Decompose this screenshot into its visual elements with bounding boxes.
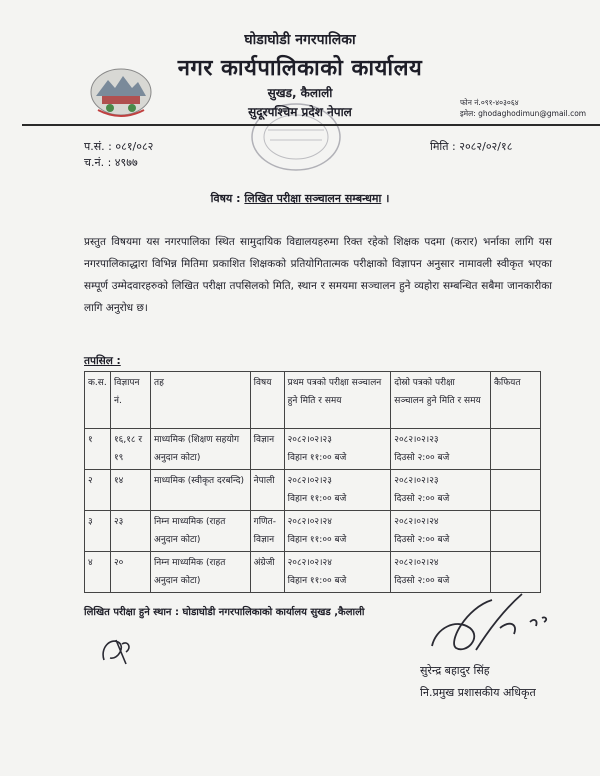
cell-level: निम्न माध्यमिक (राहत अनुदान कोटा) <box>150 511 250 552</box>
subject-text: लिखित परीक्षा सञ्चालन सम्बन्धमा <box>244 192 382 205</box>
second-paper-time: दिउसो २:०० बजे <box>394 453 450 463</box>
cell-first-paper <box>284 552 391 593</box>
subject-line <box>0 191 600 206</box>
first-paper-date: २०८२।०२।२३ <box>287 435 332 445</box>
header-level: तह <box>150 372 250 429</box>
header-subject: विषय <box>250 372 284 429</box>
schedule-label: तपसिल : <box>84 355 121 367</box>
handwritten-initial-mark <box>96 630 136 670</box>
cell-level: निम्न माध्यमिक (राहत अनुदान कोटा) <box>150 552 250 593</box>
exam-schedule-table <box>84 371 541 593</box>
second-paper-time: दिउसो २:०० बजे <box>394 535 450 545</box>
header-remarks: कैफियत <box>491 372 541 429</box>
cell-subject: विज्ञान <box>250 429 284 470</box>
first-paper-time: विहान ११:०० बजे <box>287 535 347 545</box>
exam-venue: लिखित परीक्षा हुने स्थान : घोडाघोडी नगरपालिकाको कार्यालय सुखड ,कैलाली <box>84 607 365 618</box>
cell-first-paper <box>284 429 391 470</box>
phone-number: फोन नं.०९१-४०३०६४ <box>460 98 519 107</box>
header-adv-no: विज्ञापन नं. <box>110 372 150 429</box>
table-row <box>85 429 541 470</box>
cell-sn: ४ <box>85 552 111 593</box>
second-paper-date: २०८२।०२।२४ <box>394 517 439 527</box>
cell-first-paper <box>284 511 391 552</box>
cell-second-paper <box>391 552 491 593</box>
first-paper-time: विहान ११:०० बजे <box>287 494 347 504</box>
signatory-title: नि.प्रमुख प्रशासकीय अधिकृत <box>420 686 536 699</box>
dispatch-number: च.नं. : ४९७७ <box>84 156 138 169</box>
table-header-row <box>85 372 541 429</box>
municipality-name: घोडाघोडी नगरपालिका <box>244 32 356 48</box>
cell-adv-no: १६,१८ र १९ <box>110 429 150 470</box>
office-location: सुखड, कैलाली <box>267 86 333 100</box>
subject-suffix: । <box>385 192 390 205</box>
header-second-paper: दोस्रो पत्रको परीक्षा सञ्चालन हुने मिति र समय <box>391 372 491 429</box>
cell-adv-no: १४ <box>110 470 150 511</box>
cell-sn: २ <box>85 470 111 511</box>
body-paragraph: प्रस्तुत विषयमा यस नगरपालिका स्थित सामुदायिक विद्यालयहरुमा रिक्त रहेको शिक्षक पदमा (करार) भर्नाका लागि यस नगरपालिकाद्धारा विभिन्न मितिमा प्रकाशित शिक्षकको प्रतियोगितात्मक परीक्षाको विज्ञापन अनुसार नामावली स्वीकृत भएका सम्पूर्ण उम्मेदवारहरुको लिखित परीक्षा तपसिलको मिति, स्थान र समयमा सञ्चालन हुने व्यहोरा सम्बन्धित सबैमा जानकारीका लागि अनुरोध छ। <box>84 236 552 314</box>
cell-adv-no: २० <box>110 552 150 593</box>
cell-second-paper <box>391 429 491 470</box>
cell-remarks <box>491 429 541 470</box>
second-paper-time: दिउसो २:०० बजे <box>394 494 450 504</box>
table-row <box>85 552 541 593</box>
signatory-name: सुरेन्द्र बहादुर सिंह <box>420 664 490 677</box>
subject-prefix: विषय : <box>210 192 241 205</box>
second-paper-date: २०८२।०२।२३ <box>394 435 439 445</box>
header-sn: क.स. <box>85 372 111 429</box>
signature-scribble <box>426 588 556 668</box>
first-paper-time: विहान ११:०० बजे <box>287 453 347 463</box>
email-address: इमेल: ghodaghodimun@gmail.com <box>460 109 587 118</box>
second-paper-date: २०८२।०२।२३ <box>394 476 439 486</box>
cell-second-paper <box>391 470 491 511</box>
first-paper-time: विहान ११:०० बजे <box>287 576 347 586</box>
cell-remarks <box>491 470 541 511</box>
cell-subject: अंग्रेजी <box>250 552 284 593</box>
cell-level: माध्यमिक (स्वीकृत दरबन्दि) <box>150 470 250 511</box>
cell-first-paper <box>284 470 391 511</box>
cell-sn: ३ <box>85 511 111 552</box>
table-row <box>85 470 541 511</box>
province-name: सुदूरपश्चिम प्रदेश नेपाल <box>248 105 352 119</box>
first-paper-date: २०८२।०२।२४ <box>287 517 332 527</box>
table-row <box>85 511 541 552</box>
letter-date: मिति : २०८२/०२/१८ <box>430 140 513 153</box>
first-paper-date: २०८२।०२।२४ <box>287 558 332 568</box>
cell-remarks <box>491 552 541 593</box>
header-divider <box>22 124 600 126</box>
cell-level: माध्यमिक (शिक्षण सहयोग अनुदान कोटा) <box>150 429 250 470</box>
second-paper-date: २०८२।०२।२४ <box>394 558 439 568</box>
header-first-paper: प्रथम पत्रको परीक्षा सञ्चालन हुने मिति र समय <box>284 372 391 429</box>
cell-sn: १ <box>85 429 111 470</box>
cell-remarks <box>491 511 541 552</box>
cell-adv-no: २३ <box>110 511 150 552</box>
cell-second-paper <box>391 511 491 552</box>
letter-ref-number: प.सं. : ०८१/०८२ <box>84 140 154 153</box>
first-paper-date: २०८२।०२।२३ <box>287 476 332 486</box>
cell-subject: गणित-विज्ञान <box>250 511 284 552</box>
cell-subject: नेपाली <box>250 470 284 511</box>
second-paper-time: दिउसो २:०० बजे <box>394 576 450 586</box>
office-title: नगर कार्यपालिकाको कार्यालय <box>177 56 423 81</box>
